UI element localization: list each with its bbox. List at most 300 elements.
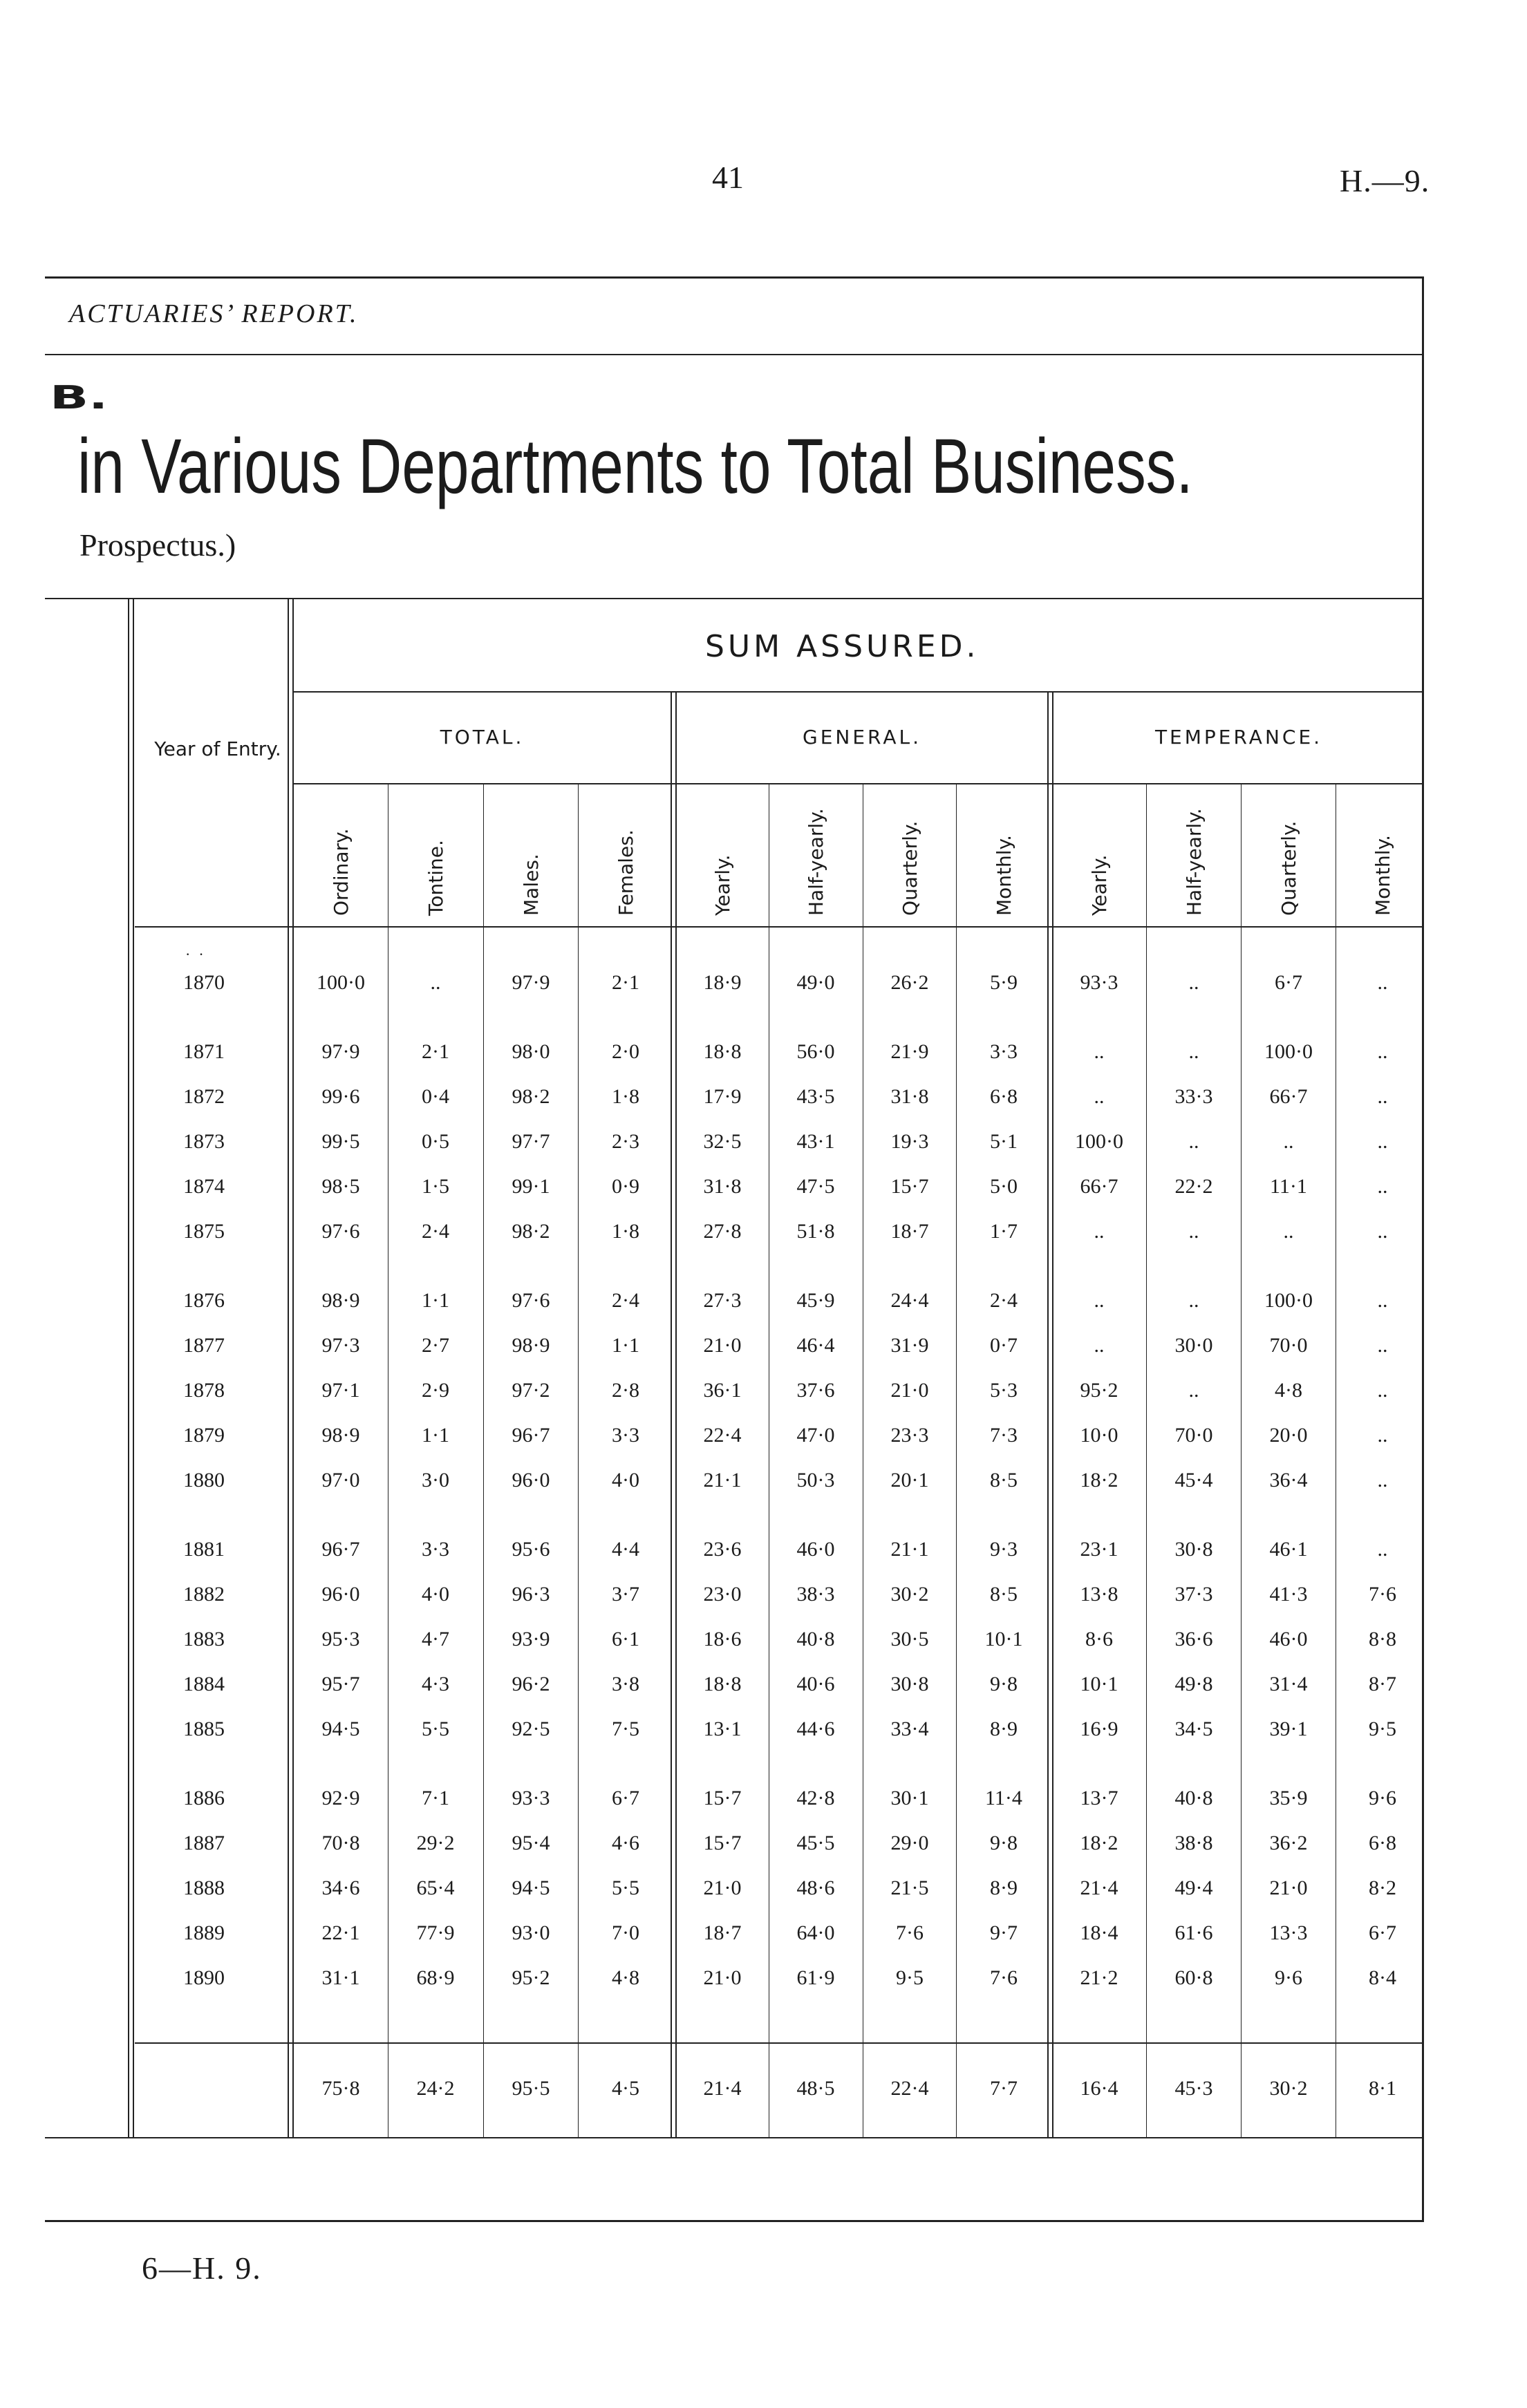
- table-cell: 30·1: [890, 1787, 929, 1809]
- table-cell: 5·1: [990, 1130, 1018, 1153]
- table-cell: 93·3: [512, 1787, 550, 1809]
- table-cell: 2·1: [612, 971, 639, 994]
- table-cell: 48·6: [796, 1876, 835, 1899]
- table-cell: 100·0: [1264, 1040, 1313, 1063]
- table-letter: B.: [50, 379, 109, 416]
- table-cell: 97·9: [321, 1040, 360, 1063]
- table-cell: 46·0: [1269, 1628, 1308, 1650]
- table-cell: 98·0: [512, 1040, 550, 1063]
- year-cell: 1889: [183, 1921, 225, 1944]
- table-cell: 7·3: [990, 1424, 1018, 1447]
- table-cell: 2·8: [612, 1379, 639, 1402]
- table-cell: 3·3: [422, 1538, 449, 1561]
- table-cell: 3·7: [612, 1583, 639, 1606]
- table-cell: 2·4: [422, 1220, 449, 1243]
- column-header: Ordinary.: [330, 828, 353, 916]
- table-cell: 6·7: [612, 1787, 639, 1809]
- table-cell: 7·6: [990, 1966, 1018, 1989]
- group-temperance: TEMPERANCE.: [1154, 726, 1323, 749]
- table-cell: 34·6: [321, 1876, 360, 1899]
- table-cell: 95·2: [1080, 1379, 1118, 1402]
- table-cell: 4·0: [422, 1583, 449, 1606]
- table-cell: 30·8: [1174, 1538, 1213, 1561]
- year-cell: 1874: [183, 1175, 225, 1198]
- table-cell: 4·8: [612, 1966, 639, 1989]
- table-cell: 49·8: [1174, 1673, 1213, 1695]
- table-cell: 9·8: [990, 1832, 1018, 1854]
- group-general: GENERAL.: [803, 726, 921, 749]
- table-cell: 31·9: [890, 1334, 929, 1357]
- table-cell: 94·5: [512, 1876, 550, 1899]
- table-cell: 42·8: [796, 1787, 835, 1809]
- table-cell: 8·2: [1369, 1876, 1396, 1899]
- table-cell: 0·4: [422, 1085, 449, 1108]
- table-cell: 5·5: [612, 1876, 639, 1899]
- total-cell: 7·7: [990, 2077, 1018, 2100]
- table-cell: 94·5: [321, 1718, 360, 1740]
- table-cell: 18·9: [703, 971, 742, 994]
- table-cell: 32·5: [703, 1130, 742, 1153]
- table-cell: 6·7: [1275, 971, 1302, 994]
- table-cell: 13·1: [703, 1718, 742, 1740]
- table-cell: 39·1: [1269, 1718, 1308, 1740]
- table-cell: ..: [1094, 1220, 1105, 1243]
- table-cell: 2·3: [612, 1130, 639, 1153]
- table-cell: 98·2: [512, 1085, 550, 1108]
- table-cell: 36·1: [703, 1379, 742, 1402]
- table-cell: 30·5: [890, 1628, 929, 1650]
- left-double-b: [133, 599, 134, 2137]
- table-cell: 36·2: [1269, 1832, 1308, 1854]
- table-cell: 38·8: [1174, 1832, 1213, 1854]
- table-cell: 5·9: [990, 971, 1018, 994]
- column-header: Tontine.: [424, 840, 447, 916]
- table-cell: 40·6: [796, 1673, 835, 1695]
- table-cell: 5·0: [990, 1175, 1018, 1198]
- table-cell: ..: [1283, 1130, 1294, 1153]
- table-cell: 6·1: [612, 1628, 639, 1650]
- table-cell: 36·6: [1174, 1628, 1213, 1650]
- table-cell: 21·2: [1080, 1966, 1118, 1989]
- table-cell: 95·7: [321, 1673, 360, 1695]
- table-cell: ..: [1188, 1040, 1199, 1063]
- table-cell: ..: [1188, 971, 1199, 994]
- table-cell: 100·0: [1075, 1130, 1123, 1153]
- table-cell: ..: [1377, 1379, 1388, 1402]
- column-header: Yearly.: [711, 854, 734, 916]
- table-cell: 99·5: [321, 1130, 360, 1153]
- table-cell: 98·9: [512, 1334, 550, 1357]
- table-cell: 30·2: [890, 1583, 929, 1606]
- table-cell: 43·5: [796, 1085, 835, 1108]
- table-cell: 40·8: [1174, 1787, 1213, 1809]
- table-cell: 6·8: [1369, 1832, 1396, 1854]
- year-cell: 1879: [183, 1424, 225, 1447]
- group-rule: [294, 783, 1424, 784]
- table-cell: ..: [1377, 1334, 1388, 1357]
- table-cell: 13·8: [1080, 1583, 1118, 1606]
- col-sep: [483, 784, 484, 2137]
- table-cell: 7·1: [422, 1787, 449, 1809]
- table-cell: 13·3: [1269, 1921, 1308, 1944]
- table-top-rule: [45, 598, 1424, 599]
- table-cell: 47·5: [796, 1175, 835, 1198]
- table-cell: 21·1: [703, 1469, 742, 1492]
- table-cell: 20·1: [890, 1469, 929, 1492]
- table-cell: 66·7: [1080, 1175, 1118, 1198]
- table-cell: 21·0: [1269, 1876, 1308, 1899]
- table-cell: ..: [1377, 1289, 1388, 1312]
- year-divider-a: [288, 599, 289, 2137]
- table-cell: 61·6: [1174, 1921, 1213, 1944]
- table-cell: 65·4: [416, 1876, 455, 1899]
- top-rule: [45, 276, 1424, 279]
- table-cell: 21·5: [890, 1876, 929, 1899]
- table-cell: 29·0: [890, 1832, 929, 1854]
- table-cell: 49·0: [796, 971, 835, 994]
- year-cell: 1876: [183, 1289, 225, 1312]
- table-cell: 24·4: [890, 1289, 929, 1312]
- table-cell: 97·1: [321, 1379, 360, 1402]
- left-double-a: [128, 599, 129, 2137]
- table-cell: 23·0: [703, 1583, 742, 1606]
- year-cell: 1890: [183, 1966, 225, 1989]
- table-cell: 8·4: [1369, 1966, 1396, 1989]
- table-cell: 96·2: [512, 1673, 550, 1695]
- table-cell: 21·1: [890, 1538, 929, 1561]
- table-cell: 95·4: [512, 1832, 550, 1854]
- table-cell: 68·9: [416, 1966, 455, 1989]
- table-cell: 1·8: [612, 1085, 639, 1108]
- table-cell: 18·8: [703, 1673, 742, 1695]
- table-cell: ..: [1377, 1220, 1388, 1243]
- table-cell: 18·8: [703, 1040, 742, 1063]
- table-cell: 51·8: [796, 1220, 835, 1243]
- table-cell: 1·8: [612, 1220, 639, 1243]
- table-cell: 9·6: [1275, 1966, 1302, 1989]
- table-cell: 50·3: [796, 1469, 835, 1492]
- table-cell: ..: [1188, 1379, 1199, 1402]
- table-cell: 2·1: [422, 1040, 449, 1063]
- table-cell: 5·5: [422, 1718, 449, 1740]
- table-cell: 97·3: [321, 1334, 360, 1357]
- table-cell: 21·0: [703, 1966, 742, 1989]
- table-cell: 8·7: [1369, 1673, 1396, 1695]
- table-cell: ..: [1377, 1424, 1388, 1447]
- table-cell: 47·0: [796, 1424, 835, 1447]
- table-cell: 96·0: [512, 1469, 550, 1492]
- page-number: 41: [712, 160, 744, 195]
- table-cell: 66·7: [1269, 1085, 1308, 1108]
- table-cell: 6·8: [990, 1085, 1018, 1108]
- table-cell: 92·5: [512, 1718, 550, 1740]
- section-title: ACTUARIES’ REPORT.: [69, 299, 359, 328]
- sum-assured-rule: [294, 691, 1424, 693]
- dot-marks: ··: [185, 946, 212, 963]
- table-cell: 9·5: [1369, 1718, 1396, 1740]
- table-cell: 97·2: [512, 1379, 550, 1402]
- table-cell: 30·8: [890, 1673, 929, 1695]
- table-cell: 96·7: [512, 1424, 550, 1447]
- table-cell: 18·4: [1080, 1921, 1118, 1944]
- table-cell: ..: [1377, 1175, 1388, 1198]
- total-cell: 48·5: [796, 2077, 835, 2100]
- table-cell: 8·5: [990, 1469, 1018, 1492]
- table-cell: 27·8: [703, 1220, 742, 1243]
- total-cell: 16·4: [1080, 2077, 1118, 2100]
- table-cell: 98·9: [321, 1289, 360, 1312]
- table-cell: 10·0: [1080, 1424, 1118, 1447]
- page-bottom-rule: [45, 2220, 1424, 2222]
- table-cell: 95·2: [512, 1966, 550, 1989]
- table-cell: ..: [1188, 1289, 1199, 1312]
- total-cell: 75·8: [321, 2077, 360, 2100]
- table-cell: 4·3: [422, 1673, 449, 1695]
- column-header: Males.: [520, 854, 543, 916]
- table-cell: 11·4: [985, 1787, 1022, 1809]
- table-cell: 7·0: [612, 1921, 639, 1944]
- table-cell: 98·5: [321, 1175, 360, 1198]
- table-cell: 31·8: [703, 1175, 742, 1198]
- table-cell: ..: [1377, 1040, 1388, 1063]
- group-divider-1a: [671, 691, 672, 2137]
- year-cell: 1884: [183, 1673, 225, 1695]
- year-cell: 1872: [183, 1085, 225, 1108]
- table-cell: 97·6: [512, 1289, 550, 1312]
- table-cell: 18·2: [1080, 1469, 1118, 1492]
- table-cell: 15·7: [703, 1787, 742, 1809]
- table-cell: 2·0: [612, 1040, 639, 1063]
- table-cell: 21·0: [703, 1876, 742, 1899]
- table-cell: 0·7: [990, 1334, 1018, 1357]
- group-total: TOTAL.: [440, 726, 525, 749]
- table-cell: 60·8: [1174, 1966, 1213, 1989]
- table-cell: 100·0: [1264, 1289, 1313, 1312]
- table-cell: 18·7: [890, 1220, 929, 1243]
- column-header: Quarterly.: [899, 820, 921, 916]
- table-cell: 70·0: [1174, 1424, 1213, 1447]
- table-cell: 16·9: [1080, 1718, 1118, 1740]
- year-cell: 1870: [183, 971, 225, 994]
- table-cell: 70·0: [1269, 1334, 1308, 1357]
- table-cell: 1·1: [422, 1289, 449, 1312]
- table-cell: 46·0: [796, 1538, 835, 1561]
- table-cell: 8·9: [990, 1718, 1018, 1740]
- table-cell: 36·4: [1269, 1469, 1308, 1492]
- table-cell: 38·3: [796, 1583, 835, 1606]
- total-cell: 21·4: [703, 2077, 742, 2100]
- table-cell: ..: [1094, 1040, 1105, 1063]
- year-cell: 1877: [183, 1334, 225, 1357]
- table-cell: 26·2: [890, 971, 929, 994]
- table-cell: 10·1: [984, 1628, 1023, 1650]
- table-cell: 7·6: [1369, 1583, 1396, 1606]
- table-cell: 21·0: [703, 1334, 742, 1357]
- total-cell: 8·1: [1369, 2077, 1396, 2100]
- table-cell: ..: [1377, 1538, 1388, 1561]
- group-divider-1b: [675, 691, 677, 2137]
- table-cell: 4·4: [612, 1538, 639, 1561]
- table-cell: 1·7: [990, 1220, 1018, 1243]
- totals-rule: [135, 2042, 1424, 2044]
- table-cell: 23·3: [890, 1424, 929, 1447]
- table-cell: 77·9: [416, 1921, 455, 1944]
- table-cell: 31·1: [321, 1966, 360, 1989]
- table-cell: 30·0: [1174, 1334, 1213, 1357]
- table-cell: 95·6: [512, 1538, 550, 1561]
- column-header: Monthly.: [993, 834, 1015, 916]
- group-divider-2a: [1047, 691, 1049, 2137]
- year-cell: 1882: [183, 1583, 225, 1606]
- table-cell: 2·4: [990, 1289, 1018, 1312]
- table-cell: 13·7: [1080, 1787, 1118, 1809]
- table-cell: 96·0: [321, 1583, 360, 1606]
- table-cell: 20·0: [1269, 1424, 1308, 1447]
- table-cell: 49·4: [1174, 1876, 1213, 1899]
- document-code: H.—9.: [1340, 163, 1430, 198]
- subtitle: Prospectus.): [79, 527, 236, 563]
- table-cell: 99·1: [512, 1175, 550, 1198]
- table-cell: 2·7: [422, 1334, 449, 1357]
- table-cell: 3·8: [612, 1673, 639, 1695]
- table-cell: 4·8: [1275, 1379, 1302, 1402]
- table-cell: 2·9: [422, 1379, 449, 1402]
- table-cell: 96·7: [321, 1538, 360, 1561]
- table-cell: 31·4: [1269, 1673, 1308, 1695]
- table-cell: 9·7: [990, 1921, 1018, 1944]
- table-cell: 11·1: [1270, 1175, 1307, 1198]
- table-cell: 17·9: [703, 1085, 742, 1108]
- table-cell: 46·4: [796, 1334, 835, 1357]
- col-sep: [1241, 784, 1242, 2137]
- table-cell: 18·2: [1080, 1832, 1118, 1854]
- table-cell: 21·4: [1080, 1876, 1118, 1899]
- table-cell: 93·9: [512, 1628, 550, 1650]
- total-cell: 95·5: [512, 2077, 550, 2100]
- table-cell: 8·9: [990, 1876, 1018, 1899]
- table-cell: 97·6: [321, 1220, 360, 1243]
- table-cell: 97·0: [321, 1469, 360, 1492]
- table-cell: 2·4: [612, 1289, 639, 1312]
- table-cell: 97·9: [512, 971, 550, 994]
- table-cell: 8·6: [1085, 1628, 1113, 1650]
- table-cell: 6·7: [1369, 1921, 1396, 1944]
- table-cell: 1·1: [422, 1424, 449, 1447]
- year-cell: 1875: [183, 1220, 225, 1243]
- year-cell: 1887: [183, 1832, 225, 1854]
- table-cell: 98·2: [512, 1220, 550, 1243]
- table-cell: 56·0: [796, 1040, 835, 1063]
- table-cell: 21·0: [890, 1379, 929, 1402]
- total-cell: 45·3: [1174, 2077, 1213, 2100]
- table-cell: ..: [1188, 1220, 1199, 1243]
- table-cell: 99·6: [321, 1085, 360, 1108]
- table-cell: 34·5: [1174, 1718, 1213, 1740]
- table-cell: 98·9: [321, 1424, 360, 1447]
- table-cell: 45·5: [796, 1832, 835, 1854]
- table-cell: 1·1: [612, 1334, 639, 1357]
- table-cell: 45·9: [796, 1289, 835, 1312]
- table-cell: 37·6: [796, 1379, 835, 1402]
- table-cell: ..: [1283, 1220, 1294, 1243]
- year-cell: 1881: [183, 1538, 225, 1561]
- table-cell: 23·1: [1080, 1538, 1118, 1561]
- main-title: in Various Departments to Total Business.: [77, 423, 1193, 509]
- table-cell: 45·4: [1174, 1469, 1213, 1492]
- table-cell: 18·6: [703, 1628, 742, 1650]
- col-sep: [1146, 784, 1147, 2137]
- table-cell: ..: [1094, 1289, 1105, 1312]
- table-cell: 3·3: [990, 1040, 1018, 1063]
- table-cell: 22·1: [321, 1921, 360, 1944]
- year-cell: 1888: [183, 1876, 225, 1899]
- table-bottom-rule: [45, 2137, 1424, 2138]
- table-cell: 97·7: [512, 1130, 550, 1153]
- table-cell: ..: [1377, 1130, 1388, 1153]
- column-header: Yearly.: [1088, 854, 1111, 916]
- column-header: Quarterly.: [1277, 820, 1300, 916]
- table-cell: 9·6: [1369, 1787, 1396, 1809]
- table-cell: 9·3: [990, 1538, 1018, 1561]
- table-cell: 15·7: [890, 1175, 929, 1198]
- table-cell: 5·3: [990, 1379, 1018, 1402]
- year-of-entry-header: Year of Entry.: [154, 737, 281, 760]
- table-cell: 92·9: [321, 1787, 360, 1809]
- table-cell: 3·0: [422, 1469, 449, 1492]
- table-cell: 7·5: [612, 1718, 639, 1740]
- total-cell: 22·4: [890, 2077, 929, 2100]
- table-cell: 33·4: [890, 1718, 929, 1740]
- table-cell: 7·6: [896, 1921, 924, 1944]
- table-cell: ..: [1094, 1334, 1105, 1357]
- table-cell: 3·3: [612, 1424, 639, 1447]
- col-sep: [956, 784, 957, 2137]
- table-cell: 10·1: [1080, 1673, 1118, 1695]
- table-cell: 96·3: [512, 1583, 550, 1606]
- table-cell: ..: [1377, 971, 1388, 994]
- table-cell: 4·0: [612, 1469, 639, 1492]
- table-cell: 93·0: [512, 1921, 550, 1944]
- total-cell: 4·5: [612, 2077, 639, 2100]
- table-cell: 61·9: [796, 1966, 835, 1989]
- year-cell: 1871: [183, 1040, 225, 1063]
- footer-code: 6—H. 9.: [142, 2250, 262, 2286]
- table-cell: 29·2: [416, 1832, 455, 1854]
- table-cell: ..: [1377, 1469, 1388, 1492]
- table-cell: 37·3: [1174, 1583, 1213, 1606]
- column-header: Half-yearly.: [1183, 808, 1206, 916]
- table-cell: 19·3: [890, 1130, 929, 1153]
- column-header: Females.: [615, 829, 637, 916]
- total-cell: 30·2: [1269, 2077, 1308, 2100]
- column-header: Monthly.: [1371, 834, 1394, 916]
- table-cell: 1·5: [422, 1175, 449, 1198]
- table-cell: ..: [430, 971, 441, 994]
- table-cell: 22·4: [703, 1424, 742, 1447]
- table-cell: 4·6: [612, 1832, 639, 1854]
- table-cell: 43·1: [796, 1130, 835, 1153]
- table-cell: 44·6: [796, 1718, 835, 1740]
- table-cell: 64·0: [796, 1921, 835, 1944]
- table-cell: 21·9: [890, 1040, 929, 1063]
- table-cell: 93·3: [1080, 971, 1118, 994]
- table-cell: 100·0: [317, 971, 365, 994]
- table-cell: 18·7: [703, 1921, 742, 1944]
- header-bottom-rule: [135, 926, 1424, 928]
- table-cell: 46·1: [1269, 1538, 1308, 1561]
- year-cell: 1880: [183, 1469, 225, 1492]
- table-cell: ..: [1377, 1085, 1388, 1108]
